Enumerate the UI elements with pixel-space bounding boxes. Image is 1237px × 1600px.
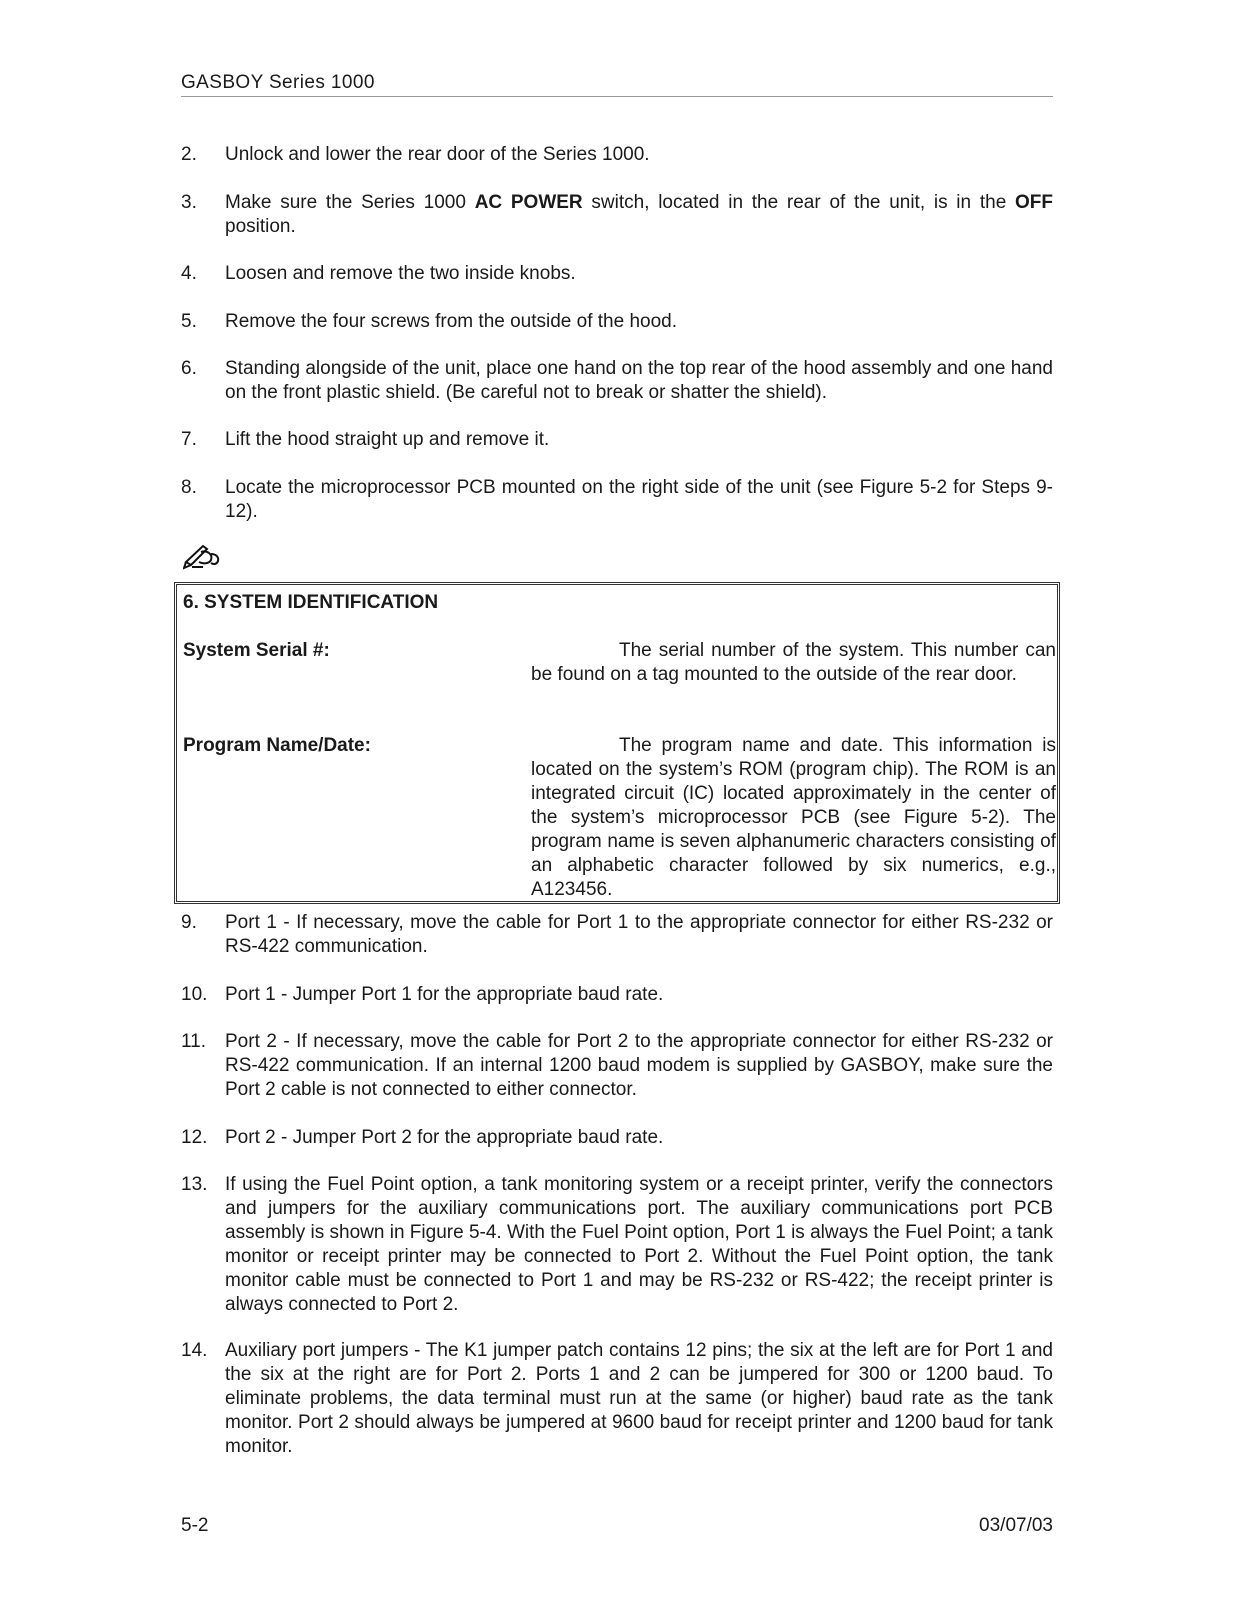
text-run: Remove the four screws from the outside of the hood. (225, 311, 678, 332)
text-run: Lift the hood straight up and remove it. (225, 429, 550, 450)
text-run: Port 2 - If necessary, move the cable for Port 2 to the appropriate connector for either RS-232 or RS-422 communication. If an internal 1200 baud modem is supplied by GASBOY, make sure the Port 2 cable is not connected to either connector. (225, 1031, 1053, 1100)
step-text (225, 143, 1053, 167)
step-text (225, 357, 1053, 405)
step-text (225, 911, 1053, 959)
text-run: Loosen and remove the two inside knobs. (225, 263, 576, 284)
step-number: 7. (181, 429, 197, 450)
writing-hand-icon (183, 540, 223, 570)
text-run: Auxiliary port jumpers - The K1 jumper patch contains 12 pins; the six at the left are for Port 1 and the six at the right are for Port 2. Ports 1 and 2 can be jumpered for 300 or 1200 baud. To eliminate problems, the data terminal must run at the same (or higher) baud rate as the tank monitor. Port 2 should always be jumpered at 9600 baud for receipt printer and 1200 baud for tank monitor. (225, 1340, 1053, 1457)
step-item (181, 143, 1053, 167)
step-number: 10. (181, 984, 208, 1005)
text-run: Locate the microprocessor PCB mounted on the right side of the unit (see Figure 5-2 for Steps 9-12). (225, 477, 1053, 522)
step-text (225, 476, 1053, 524)
step-item (181, 357, 1053, 405)
text-run: Port 1 - Jumper Port 1 for the appropriate baud rate. (225, 984, 664, 1005)
text-run: switch, located in the rear of the unit, is in the (582, 192, 1016, 213)
program-label: Program Name/Date: (183, 735, 371, 756)
step-text (225, 428, 1053, 452)
system-identification-box (174, 582, 1060, 904)
step-number: 6. (181, 358, 197, 379)
text-run: Make sure the Series 1000 (225, 192, 475, 213)
step-number: 14. (181, 1340, 208, 1361)
step-text (225, 310, 1053, 334)
box-title: 6. SYSTEM IDENTIFICATION (183, 592, 439, 613)
step-number: 4. (181, 263, 197, 284)
text-run: If using the Fuel Point option, a tank monitoring system or a receipt printer, verify the connectors and jumpers for the auxiliary communications port. The auxiliary communications port PCB assembly is shown in Figure 5-4. With the Fuel Point option, Port 1 is always the Fuel Point; a tank monitor or receipt printer may be connected to Port 2. Without the Fuel Point option, the tank monitor cable must be connected to Port 1 and may be RS-232 or RS-422; the receipt printer is always connected to Port 2. (225, 1174, 1053, 1315)
step-text (225, 1126, 1053, 1150)
text-run: Port 1 - If necessary, move the cable for Port 1 to the appropriate connector for either RS-232 or RS-422 communication. (225, 912, 1053, 957)
step-number: 8. (181, 477, 197, 498)
step-text (225, 1173, 1053, 1317)
emphasis-text: OFF (1015, 192, 1054, 213)
step-item (181, 911, 1053, 959)
step-number: 9. (181, 912, 197, 933)
step-number: 5. (181, 311, 197, 332)
step-text (225, 983, 1053, 1007)
serial-description: The serial number of the system. This number can be found on a tag mounted to the outside of the rear door. (531, 640, 1056, 685)
text-run: Port 2 - Jumper Port 2 for the appropriate baud rate. (225, 1127, 664, 1148)
text-run: Standing alongside of the unit, place one hand on the top rear of the hood assembly and one hand on the front plastic shield. (Be careful not to break or shatter the shield). (225, 358, 1053, 403)
step-number: 13. (181, 1174, 208, 1195)
step-item (181, 476, 1053, 524)
step-text (225, 262, 1053, 286)
page-header: GASBOY Series 1000 (181, 71, 1053, 97)
step-number: 3. (181, 192, 197, 213)
step-text (225, 1030, 1053, 1102)
step-text (225, 191, 1053, 239)
text-run: Unlock and lower the rear door of the Series 1000. (225, 144, 650, 165)
step-item (181, 1339, 1053, 1459)
step-item (181, 428, 1053, 452)
step-item (181, 1030, 1053, 1102)
text-run: position. (225, 216, 296, 237)
step-item (181, 1173, 1053, 1317)
step-item (181, 983, 1053, 1007)
step-number: 12. (181, 1127, 208, 1148)
step-item (181, 310, 1053, 334)
program-description: The program name and date. This information is located on the system’s ROM (program chip). The ROM is an integrated circuit (IC) located approximately in the center of the system’s microprocessor PCB (see Figure 5-2). The program name is seven alphanumeric characters consisting of an alphabetic character followed by six numerics, e.g., A123456. (531, 735, 1056, 900)
step-item (181, 191, 1053, 239)
page-number: 5-2 (181, 1515, 209, 1536)
step-item (181, 262, 1053, 286)
step-text (225, 1339, 1053, 1459)
revision-date: 03/07/03 (979, 1515, 1053, 1536)
emphasis-text: AC POWER (474, 192, 583, 213)
step-item (181, 1126, 1053, 1150)
step-number: 2. (181, 144, 197, 165)
step-number: 11. (181, 1031, 207, 1052)
serial-label: System Serial #: (183, 640, 330, 661)
